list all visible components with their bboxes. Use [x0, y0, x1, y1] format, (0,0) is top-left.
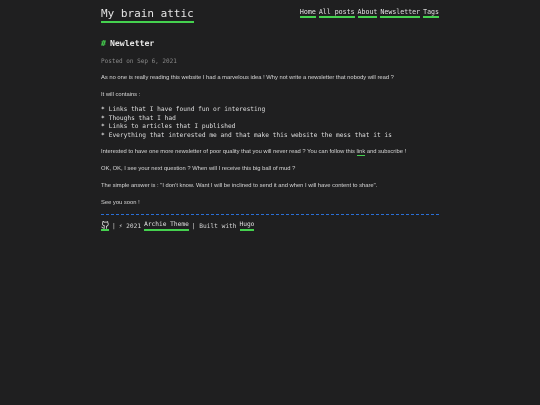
page-container: [101, 0, 439, 231]
hugo-link[interactable]: Hugo: [240, 221, 255, 231]
answer-paragraph: The simple answer is : "I don't know. Want I will be inclined to send it and when I will have content to share".: [101, 183, 378, 189]
bullet-marker: *: [101, 123, 105, 130]
footer-divider: [101, 214, 439, 215]
list-item: [101, 123, 439, 132]
nav-tags[interactable]: Tags: [423, 8, 439, 16]
footer-copyright: ⚡ 2021: [118, 222, 142, 230]
archie-theme-link[interactable]: Archie Theme: [144, 221, 189, 231]
site-header: [101, 6, 439, 26]
contents-list: [101, 106, 439, 140]
site-footer: [101, 221, 439, 231]
follow-text-after: and subscribe !: [365, 149, 407, 155]
bullet-marker: *: [101, 114, 105, 122]
follow-paragraph: [101, 148, 439, 157]
site-title-link[interactable]: My brain attic: [101, 8, 194, 23]
list-item-text: Everything that interested me and that make this website the mess that it is: [108, 131, 392, 139]
follow-text-before: Interested to have one more newsletter of poor quality that you will never read ? You can follow this: [101, 149, 357, 155]
intro-paragraph: As no one is really reading this website I had a marvelous idea ! Why not write a newsletter that nobody will read ?: [101, 75, 394, 81]
post-title: [101, 38, 439, 48]
list-item: [101, 115, 439, 124]
title-hash: #: [101, 38, 106, 48]
bullet-marker: *: [101, 106, 105, 113]
contains-paragraph: It will contains :: [101, 92, 141, 98]
list-item-text: Links to articles that I published: [108, 123, 236, 130]
list-item: [101, 132, 439, 141]
nav-all-posts[interactable]: All posts: [318, 8, 355, 16]
list-item-text: Links that I have found fun or interesting: [108, 106, 266, 113]
nav-home[interactable]: Home: [299, 8, 316, 16]
nav-about[interactable]: About: [357, 8, 378, 16]
list-item: [101, 106, 439, 115]
post-date: Posted on Sep 6, 2021: [101, 58, 177, 65]
post-title-text: Newletter: [109, 38, 155, 48]
subscribe-link[interactable]: link: [356, 149, 366, 155]
footer-separator: |: [112, 222, 116, 230]
github-icon[interactable]: [101, 221, 109, 231]
built-with-text: | Built with: [191, 222, 237, 230]
bullet-marker: *: [101, 131, 105, 139]
see-you-paragraph: See you soon !: [101, 200, 140, 206]
list-item-text: Thoughs that I had: [108, 114, 176, 122]
nav-newsletter[interactable]: Newsletter: [380, 8, 421, 16]
main-nav: [300, 8, 439, 18]
question-paragraph: OK, OK, I see your next question ? When will I receive this big ball of mud ?: [101, 166, 296, 172]
